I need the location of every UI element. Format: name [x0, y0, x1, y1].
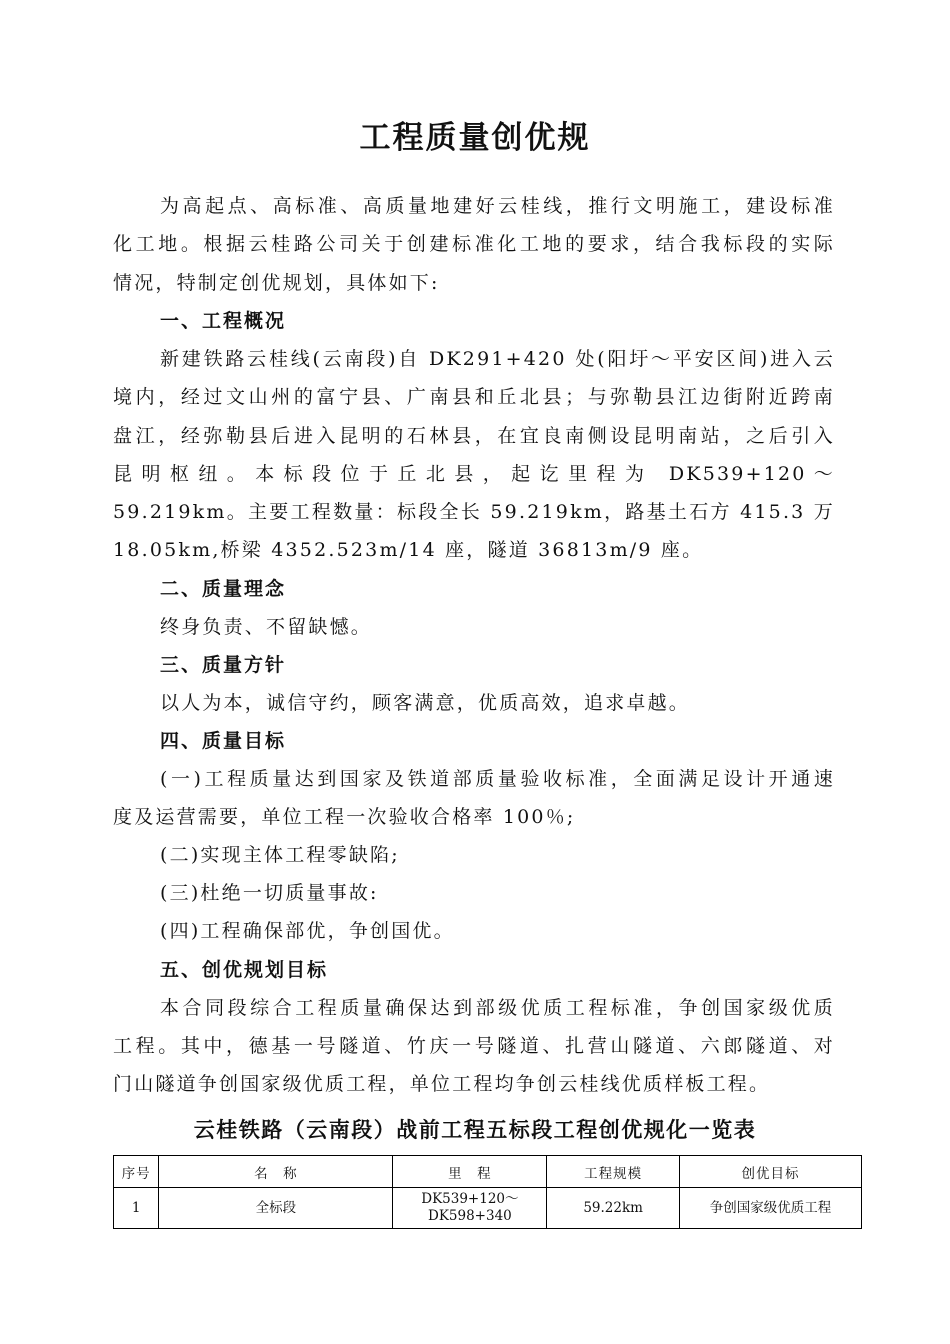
- body-line: (一)工程质量达到国家及铁道部质量验收标准，全面满足设计开通速: [160, 768, 835, 790]
- body-line: 本合同段综合工程质量确保达到部级优质工程标准，争创国家级优质: [160, 997, 835, 1019]
- body-line: 18.05km,桥梁 4352.523m/14 座，隧道 36813m/9 座。: [113, 539, 704, 561]
- body-line: 以人为本，诚信守约，顾客满意，优质高效，追求卓越。: [160, 692, 691, 714]
- body-line: 境内，经过文山州的富宁县、广南县和丘北县；与弥勒县江边街附近跨南: [113, 386, 835, 408]
- table-title: 云桂铁路（云南段）战前工程五标段工程创优规化一览表: [193, 1118, 757, 1142]
- body-line: 工程。其中，德基一号隧道、竹庆一号隧道、扎营山隧道、六郎隧道、对: [113, 1035, 835, 1057]
- body-line: (四)工程确保部优，争创国优。: [160, 920, 455, 942]
- cell-name: 全标段: [159, 1188, 393, 1229]
- cell-target: 争创国家级优质工程: [680, 1188, 862, 1229]
- mileage-start: DK539+120～: [421, 1191, 519, 1207]
- body-line: 化工地。根据云桂路公司关于创建标准化工地的要求，结合我标段的实际: [113, 233, 835, 255]
- header-mileage: 里 程: [393, 1156, 547, 1188]
- section-heading: 二、质量理念: [160, 578, 287, 600]
- body-line: 终身负责、不留缺憾。: [160, 616, 373, 638]
- header-scale: 工程规模: [547, 1156, 680, 1188]
- body-line: 门山隧道争创国家级优质工程，单位工程均争创云桂线优质样板工程。: [113, 1073, 771, 1095]
- body-line: 新建铁路云桂线(云南段)自 DK291+420 处(阳圩～平安区间)进入云: [160, 348, 835, 370]
- section-heading: 五、创优规划目标: [160, 959, 329, 981]
- section-heading: 四、质量目标: [160, 730, 287, 752]
- body-line: (三)杜绝一切质量事故:: [160, 882, 379, 904]
- cell-no: 1: [114, 1188, 159, 1229]
- table-header-row: [114, 1156, 862, 1188]
- cell-scale: 59.22km: [547, 1188, 680, 1229]
- table-row: [114, 1188, 862, 1229]
- cell-mileage: [393, 1188, 547, 1229]
- section-heading: 三、质量方针: [160, 654, 287, 676]
- body-line: 盘江，经弥勒县后进入昆明的石林县，在宜良南侧设昆明南站，之后引入: [113, 425, 835, 447]
- header-no: 序号: [114, 1156, 159, 1188]
- body-line: 为高起点、高标准、高质量地建好云桂线，推行文明施工，建设标准: [160, 195, 835, 217]
- body-line: 度及运营需要，单位工程一次验收合格率 100％;: [113, 806, 576, 828]
- mileage-end: DK598+340: [428, 1208, 512, 1224]
- header-target: 创优目标: [680, 1156, 862, 1188]
- header-name: 名 称: [159, 1156, 393, 1188]
- body-line: 情况，特制定创优规划，具体如下:: [113, 272, 440, 294]
- plan-table: [113, 1155, 862, 1229]
- body-line: 59.219km。主要工程数量：标段全长 59.219km，路基土石方 415.3 万: [113, 501, 835, 523]
- body-line: (二)实现主体工程零缺陷;: [160, 844, 400, 866]
- section-heading: 一、工程概况: [160, 310, 287, 332]
- body-line: 昆明枢纽。本标段位于丘北县，起讫里程为 DK539+120～: [113, 463, 835, 485]
- document-title: 工程质量创优规: [359, 120, 591, 156]
